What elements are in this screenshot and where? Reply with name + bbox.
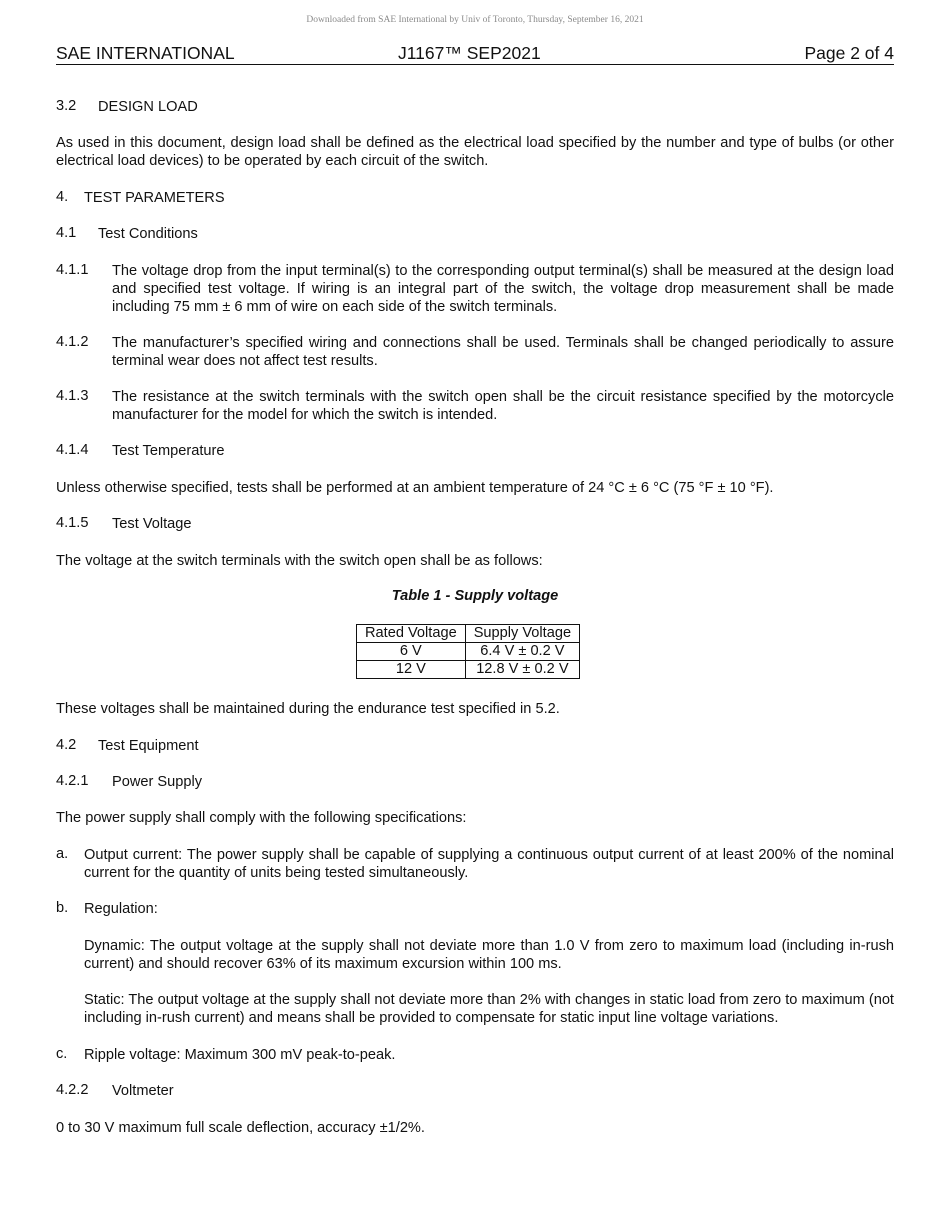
table-1-caption: Table 1 - Supply voltage <box>391 588 559 604</box>
table-cell: 12 V <box>357 661 466 679</box>
section-4-1-title: Test Conditions <box>98 226 198 242</box>
item-c-label: c. <box>56 1046 68 1062</box>
section-4-2-1-number: 4.2.1 <box>56 773 89 789</box>
section-3-2-text: As used in this document, design load shall be defined as the electrical load specified by the number and type of bulbs (or other electrical load devices) to be operated by each circuit of the switch. <box>56 135 894 169</box>
table-cell: 6.4 V ± 0.2 V <box>465 643 579 661</box>
section-4-1-3-number: 4.1.3 <box>56 388 89 404</box>
section-4-1-4-number: 4.1.4 <box>56 442 89 458</box>
item-c-text: Ripple voltage: Maximum 300 mV peak-to-peak. <box>84 1047 396 1063</box>
item-a-text: Output current: The power supply shall be capable of supplying a continuous output current of at least 200% of the nominal current for the quantity of units being tested simultaneously. <box>84 847 894 881</box>
section-4-1-5-text: The voltage at the switch terminals with the switch open shall be as follows: <box>56 553 543 569</box>
section-4-number: 4. <box>56 189 69 205</box>
section-4-1-5-number: 4.1.5 <box>56 515 89 531</box>
table-header-row <box>357 625 580 643</box>
item-b-label: b. <box>56 900 69 916</box>
section-4-1-2-number: 4.1.2 <box>56 334 89 350</box>
item-b-text: Regulation: <box>84 901 158 917</box>
section-4-2-title: Test Equipment <box>98 738 199 754</box>
section-4-1-number: 4.1 <box>56 225 77 241</box>
table-header-cell: Supply Voltage <box>465 625 579 643</box>
item-a-label: a. <box>56 846 69 862</box>
table-row <box>357 643 580 661</box>
item-b-dynamic-text: Dynamic: The output voltage at the supply shall not deviate more than 1.0 V from zero to maximum load (including in-rush current) and should recover 63% of its maximum excursion within 100 ms. <box>84 938 894 972</box>
section-4-1-4-title: Test Temperature <box>112 443 225 459</box>
header-page-number: Page 2 of 4 <box>804 43 894 63</box>
section-3-2-title: DESIGN LOAD <box>98 99 198 115</box>
section-4-1-3-text: The resistance at the switch terminals with the switch open shall be the circuit resistance specified by the motorcycle manufacturer for the model for which the switch is intended. <box>112 389 894 423</box>
table-cell: 12.8 V ± 0.2 V <box>465 661 579 679</box>
section-4-1-1-number: 4.1.1 <box>56 262 89 278</box>
header-doc-id: J1167™ SEP2021 <box>398 43 541 63</box>
header-org: SAE INTERNATIONAL <box>56 43 235 63</box>
section-4-1-2-text: The manufacturer’s specified wiring and connections shall be used. Terminals shall be changed periodically to assure terminal wear does not affect test results. <box>112 335 894 369</box>
table-cell: 6 V <box>357 643 466 661</box>
page-header <box>56 42 894 65</box>
supply-voltage-table <box>356 624 580 679</box>
after-table-text: These voltages shall be maintained during the endurance test specified in 5.2. <box>56 701 560 717</box>
download-notice: Downloaded from SAE International by Univ of Toronto, Thursday, September 16, 2021 <box>306 15 644 25</box>
table-row <box>357 661 580 679</box>
table-header-cell: Rated Voltage <box>357 625 466 643</box>
section-4-1-4-text: Unless otherwise specified, tests shall be performed at an ambient temperature of 24 °C ± 6 °C (75 °F ± 10 °F). <box>56 480 774 496</box>
section-4-1-1-text: The voltage drop from the input terminal(s) to the corresponding output terminal(s) shall be measured at the design load and specified test voltage. If wiring is an integral part of the switch, the voltage drop measurement shall be made including 75 mm ± 6 mm of wire on each side of the switch terminals. <box>112 263 894 315</box>
section-4-2-1-title: Power Supply <box>112 774 203 790</box>
section-4-title: TEST PARAMETERS <box>84 190 225 206</box>
section-4-1-5-title: Test Voltage <box>112 516 192 532</box>
section-4-2-2-text: 0 to 30 V maximum full scale deflection, accuracy ±1/2%. <box>56 1120 425 1136</box>
section-4-2-number: 4.2 <box>56 737 77 753</box>
item-b-static-text: Static: The output voltage at the supply shall not deviate more than 2% with changes in static load from zero to maximum (not including in-rush current) and means shall be provided to compensate for static input line voltage variations. <box>84 992 894 1026</box>
section-3-2-number: 3.2 <box>56 98 77 114</box>
section-4-2-2-number: 4.2.2 <box>56 1082 89 1098</box>
section-4-2-1-text: The power supply shall comply with the following specifications: <box>56 810 467 826</box>
section-4-2-2-title: Voltmeter <box>112 1083 174 1099</box>
